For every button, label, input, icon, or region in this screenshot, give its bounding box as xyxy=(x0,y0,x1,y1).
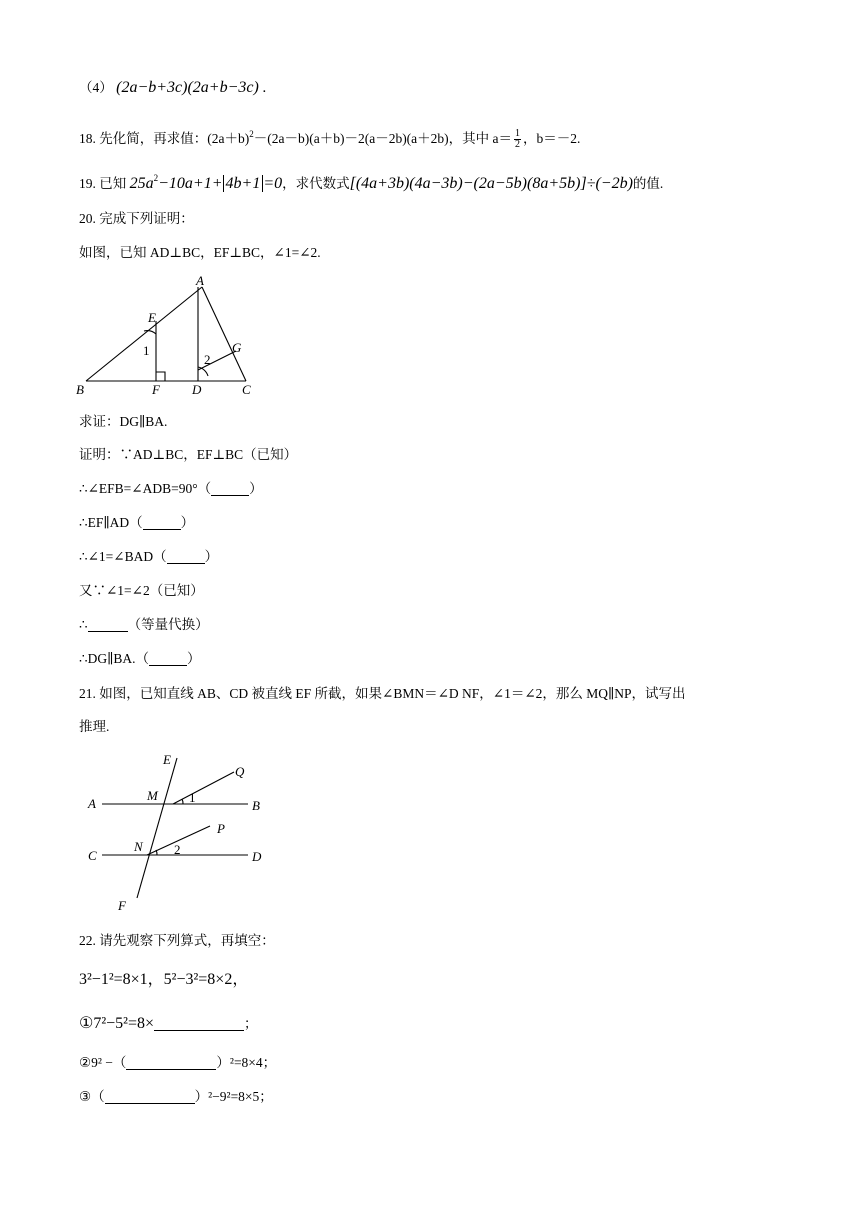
q22-item-3 xyxy=(79,1087,273,1107)
step-2-close: ） xyxy=(249,481,263,496)
label-angle-1: 1 xyxy=(143,343,150,358)
angle-2-arc xyxy=(156,850,157,855)
q18 xyxy=(79,124,580,150)
item-1-text: ①7²−5²=8× xyxy=(79,1015,155,1032)
q19-condition xyxy=(130,175,282,192)
item-3-end: ）²−9²=8×5； xyxy=(194,1089,273,1104)
q20-step-1 xyxy=(79,445,297,465)
q20-step-3 xyxy=(79,513,194,533)
q18-fraction xyxy=(514,129,521,150)
q19-mid: ，求代数式 xyxy=(282,176,350,191)
q20-step-2 xyxy=(79,479,263,499)
q19-cond-square: 2 xyxy=(153,173,159,183)
line-ba xyxy=(86,287,202,381)
right-angle-mark xyxy=(156,372,165,381)
answer-blank[interactable] xyxy=(211,481,249,496)
step-2-text: ∴∠EFB=∠ADB=90°（ xyxy=(79,481,212,496)
q20-step-6 xyxy=(79,615,209,635)
item-2-text: ②9² −（ xyxy=(79,1055,127,1070)
q19-cond-c: =0 xyxy=(263,175,283,192)
q21-figure xyxy=(84,750,274,916)
answer-blank[interactable] xyxy=(143,515,181,530)
q21-line-1: 21. 如图，已知直线 AB、CD 被直线 EF 所截，如果∠BMN＝∠D NF，∠1＝∠2，那么 MQ∥NP，试写出 xyxy=(79,686,686,701)
label-B: B xyxy=(76,382,84,397)
label-D: D xyxy=(252,849,262,864)
q19 xyxy=(79,168,663,194)
q18-rest: －(2a－b)(a＋b)－2(a－2b)(a＋2b)，其中 a＝ xyxy=(253,131,513,146)
label-F: F xyxy=(152,382,160,397)
q20-given: 如图，已知 AD⊥BC，EF⊥BC，∠1=∠2. xyxy=(79,245,321,260)
angle-2-arc xyxy=(198,367,208,376)
step-5-text: 又∵∠1=∠2（已知） xyxy=(79,583,204,598)
q22-item-1 xyxy=(79,1014,258,1034)
label-N: N xyxy=(134,839,143,854)
answer-blank[interactable] xyxy=(149,651,187,666)
step-7-text: ∴DG∥BA.（ xyxy=(79,651,149,666)
answer-blank[interactable] xyxy=(126,1055,216,1070)
q22-example: 3²−1²=8×1，5²−3²=8×2， xyxy=(79,971,249,988)
q19-lead: 19. 已知 xyxy=(79,176,127,191)
label-M: M xyxy=(147,788,158,803)
label-C: C xyxy=(242,382,251,397)
step-3-close: ） xyxy=(180,515,195,530)
answer-blank[interactable] xyxy=(88,617,128,632)
q21-line-2: 推理. xyxy=(79,719,110,734)
q17-part4-number: （4） xyxy=(79,80,113,95)
label-E: E xyxy=(148,310,156,325)
q22-item-2 xyxy=(79,1053,276,1073)
item-3-text: ③（ xyxy=(79,1089,105,1104)
label-C: C xyxy=(88,848,97,863)
q20-step-4 xyxy=(79,547,218,567)
q18-tail: ，b＝－2. xyxy=(523,131,581,146)
q20-title: 20. 完成下列证明： xyxy=(79,211,194,226)
q19-cond-b: −10a+1+ xyxy=(158,175,223,192)
label-angle-2: 2 xyxy=(204,352,211,367)
angle-1-arc xyxy=(182,799,183,804)
q19-expression: [(4a+3b)(4a−3b)−(2a−5b)(8a+5b)]÷(−2b) xyxy=(349,175,633,192)
step-4-close: ） xyxy=(204,549,219,564)
step-6-close: （等量代换） xyxy=(127,617,209,632)
q19-cond-a: 25a xyxy=(129,175,154,192)
step-3-text: ∴EF∥AD（ xyxy=(79,515,143,530)
q22-title: 22. 请先观察下列算式，再填空： xyxy=(79,933,275,948)
q17-part4-end: ． xyxy=(262,80,276,95)
q18-square: 2 xyxy=(249,129,254,139)
label-angle-1: 1 xyxy=(189,790,196,805)
item-2-end: ）²=8×4； xyxy=(216,1055,277,1070)
q20-prove: 求证：DG∥BA. xyxy=(79,414,168,429)
label-E: E xyxy=(163,752,171,767)
label-F: F xyxy=(118,898,126,913)
label-Q: Q xyxy=(235,764,245,779)
label-P: P xyxy=(217,821,225,836)
q18-frac-num: 1 xyxy=(515,128,521,140)
q20-figure xyxy=(74,273,264,401)
q17-part4-expression: (2a−b+3c)(2a+b−3c) xyxy=(116,79,259,96)
answer-blank[interactable] xyxy=(167,549,205,564)
label-angle-2: 2 xyxy=(174,842,181,857)
line-ef xyxy=(137,758,177,898)
q18-lead: 18. 先化简，再求值：(2a＋b) xyxy=(79,131,250,146)
label-A: A xyxy=(88,796,96,811)
step-1-text: 证明：∵AD⊥BC，EF⊥BC（已知） xyxy=(79,447,298,462)
q20-step-5 xyxy=(79,581,204,601)
q19-tail: 的值. xyxy=(632,176,664,191)
label-B: B xyxy=(252,798,260,813)
step-4-text: ∴∠1=∠BAD（ xyxy=(79,549,167,564)
step-7-close: ） xyxy=(186,651,201,666)
q17-part4 xyxy=(79,78,276,98)
label-D: D xyxy=(192,382,202,397)
q19-cond-abs: 4b+1 xyxy=(223,175,264,192)
answer-blank[interactable] xyxy=(105,1089,195,1104)
item-1-end: ； xyxy=(244,1016,258,1031)
step-6-text: ∴ xyxy=(79,617,88,632)
label-G: G xyxy=(232,340,242,355)
q20-step-7 xyxy=(79,649,200,669)
label-A: A xyxy=(196,273,204,288)
q18-frac-den: 2 xyxy=(515,139,521,151)
answer-blank[interactable] xyxy=(154,1016,244,1031)
